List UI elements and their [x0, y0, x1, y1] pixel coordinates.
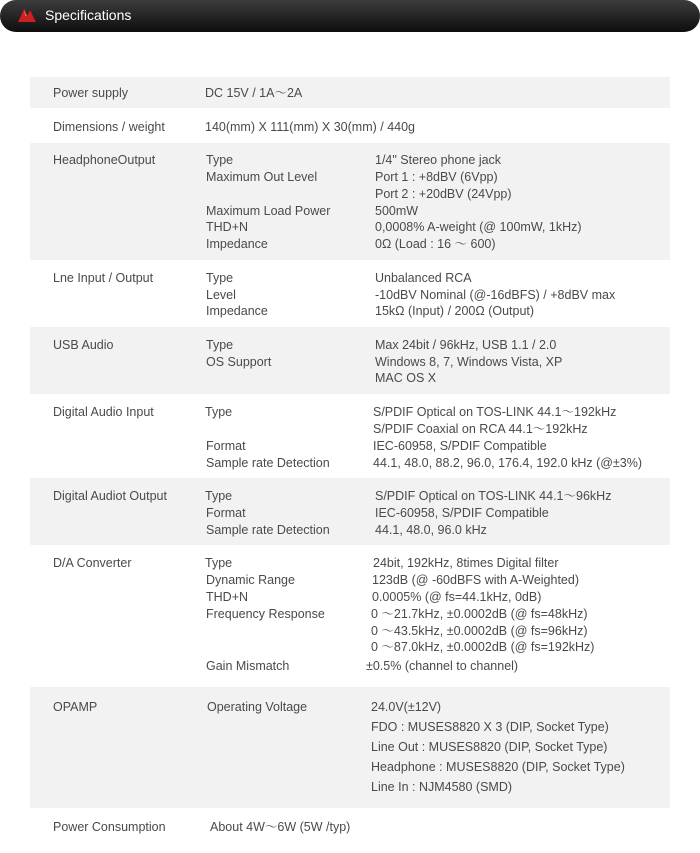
spec-key: Dynamic Range	[206, 573, 295, 587]
spec-key: Type	[205, 489, 233, 503]
spec-value: 500mW	[375, 204, 419, 218]
spec-value: 140(mm) X 111(mm) X 30(mm) / 440g	[205, 120, 416, 134]
page-title: Specifications	[45, 7, 132, 23]
spec-value: 15kΩ (Input) / 200Ω (Output)	[375, 304, 535, 318]
spec-key: Type	[206, 338, 234, 352]
spec-key: THD+N	[206, 590, 249, 604]
spec-value: 44.1, 48.0, 88.2, 96.0, 176.4, 192.0 kHz (@±3%)	[373, 456, 643, 470]
spec-row-digital-output	[30, 478, 670, 545]
spec-key: Maximum Load Power	[206, 204, 331, 218]
spec-value: Port 1 : +8dBV (6Vpp)	[375, 170, 498, 184]
spec-value: ±0.5% (channel to channel)	[366, 659, 519, 673]
spec-label: OPAMP	[53, 700, 98, 714]
spec-row-usb-audio	[30, 327, 670, 394]
spec-key: Gain Mismatch	[206, 659, 290, 673]
spec-key: Sample rate Detection	[206, 456, 330, 470]
spec-key: Type	[205, 405, 233, 419]
spec-value: Windows 8, 7, Windows Vista, XP	[375, 355, 563, 369]
spec-value: S/PDIF Optical on TOS-LINK 44.1～192kHz	[373, 405, 617, 419]
spec-value: DC 15V / 1A～2A	[205, 86, 303, 100]
spec-label: Lne Input / Output	[53, 271, 154, 285]
spec-row-digital-input	[30, 394, 670, 478]
spec-key: Impedance	[206, 304, 268, 318]
spec-key: Type	[205, 556, 233, 570]
spec-value: IEC-60958, S/PDIF Compatible	[373, 439, 547, 453]
spec-key: THD+N	[206, 220, 249, 234]
spec-value: FDO : MUSES8820 X 3 (DIP, Socket Type)	[371, 720, 609, 734]
spec-label: Digital Audiot Output	[53, 489, 167, 503]
spec-row-line-io	[30, 260, 670, 325]
spec-key: Level	[206, 288, 236, 302]
spec-label: Dimensions / weight	[53, 120, 165, 134]
spec-value: Unbalanced RCA	[375, 271, 472, 285]
spec-value: 1/4" Stereo phone jack	[375, 153, 502, 167]
spec-value: 0 ～87.0kHz, ±0.0002dB (@ fs=192kHz)	[371, 640, 595, 654]
spec-key: Impedance	[206, 237, 268, 251]
spec-value: MAC OS X	[375, 371, 437, 385]
logo-icon	[17, 7, 37, 23]
spec-label: D/A Converter	[53, 556, 132, 570]
spec-row-power-consumption	[30, 808, 670, 848]
spec-label: USB Audio	[53, 338, 114, 352]
spec-value: 24.0V(±12V)	[371, 700, 442, 714]
spec-key: Type	[206, 153, 234, 167]
spec-label: Power supply	[53, 86, 129, 100]
spec-value: 0Ω (Load : 16 ～ 600)	[375, 237, 496, 251]
spec-row-power-supply	[30, 77, 670, 108]
spec-key: Operating Voltage	[207, 700, 308, 714]
spec-key: Format	[206, 506, 246, 520]
spec-value: Line In : NJM4580 (SMD)	[371, 780, 513, 794]
spec-row-opamp	[30, 687, 670, 808]
spec-label: HeadphoneOutput	[53, 153, 156, 167]
spec-value: IEC-60958, S/PDIF Compatible	[375, 506, 549, 520]
spec-value: Headphone : MUSES8820 (DIP, Socket Type)	[371, 760, 625, 774]
spec-key: Frequency Response	[206, 607, 325, 621]
spec-key: Maximum Out Level	[206, 170, 318, 184]
spec-key: Type	[206, 271, 234, 285]
spec-key: OS Support	[206, 355, 272, 369]
spec-key: Format	[206, 439, 246, 453]
spec-value: Port 2 : +20dBV (24Vpp)	[375, 187, 512, 201]
spec-label: Power Consumption	[53, 820, 166, 834]
spec-value: 0 ～21.7kHz, ±0.0002dB (@ fs=48kHz)	[371, 607, 588, 621]
spec-row-dimensions	[30, 110, 670, 143]
spec-value: 0.0005% (@ fs=44.1kHz, 0dB)	[372, 590, 542, 604]
header-bar	[0, 0, 700, 32]
spec-row-headphone-output	[30, 143, 670, 260]
spec-value: 44.1, 48.0, 96.0 kHz	[375, 523, 487, 537]
spec-value: S/PDIF Optical on TOS-LINK 44.1～96kHz	[375, 489, 612, 503]
spec-value: S/PDIF Coaxial on RCA 44.1～192kHz	[373, 422, 588, 436]
spec-label: Digital Audio Input	[53, 405, 154, 419]
spec-value: 0 ～43.5kHz, ±0.0002dB (@ fs=96kHz)	[371, 624, 588, 638]
spec-key: Sample rate Detection	[206, 523, 330, 537]
spec-value: 0,0008% A-weight (@ 100mW, 1kHz)	[375, 220, 582, 234]
spec-value: -10dBV Nominal (@-16dBFS) / +8dBV max	[375, 288, 616, 302]
spec-row-da-converter	[30, 546, 670, 684]
spec-value: About 4W～6W (5W /typ)	[210, 820, 351, 834]
spec-value: Max 24bit / 96kHz, USB 1.1 / 2.0	[375, 338, 557, 352]
spec-value: 123dB (@ -60dBFS with A-Weighted)	[372, 573, 580, 587]
spec-value: 24bit, 192kHz, 8times Digital filter	[373, 556, 559, 570]
spec-value: Line Out : MUSES8820 (DIP, Socket Type)	[371, 740, 608, 754]
